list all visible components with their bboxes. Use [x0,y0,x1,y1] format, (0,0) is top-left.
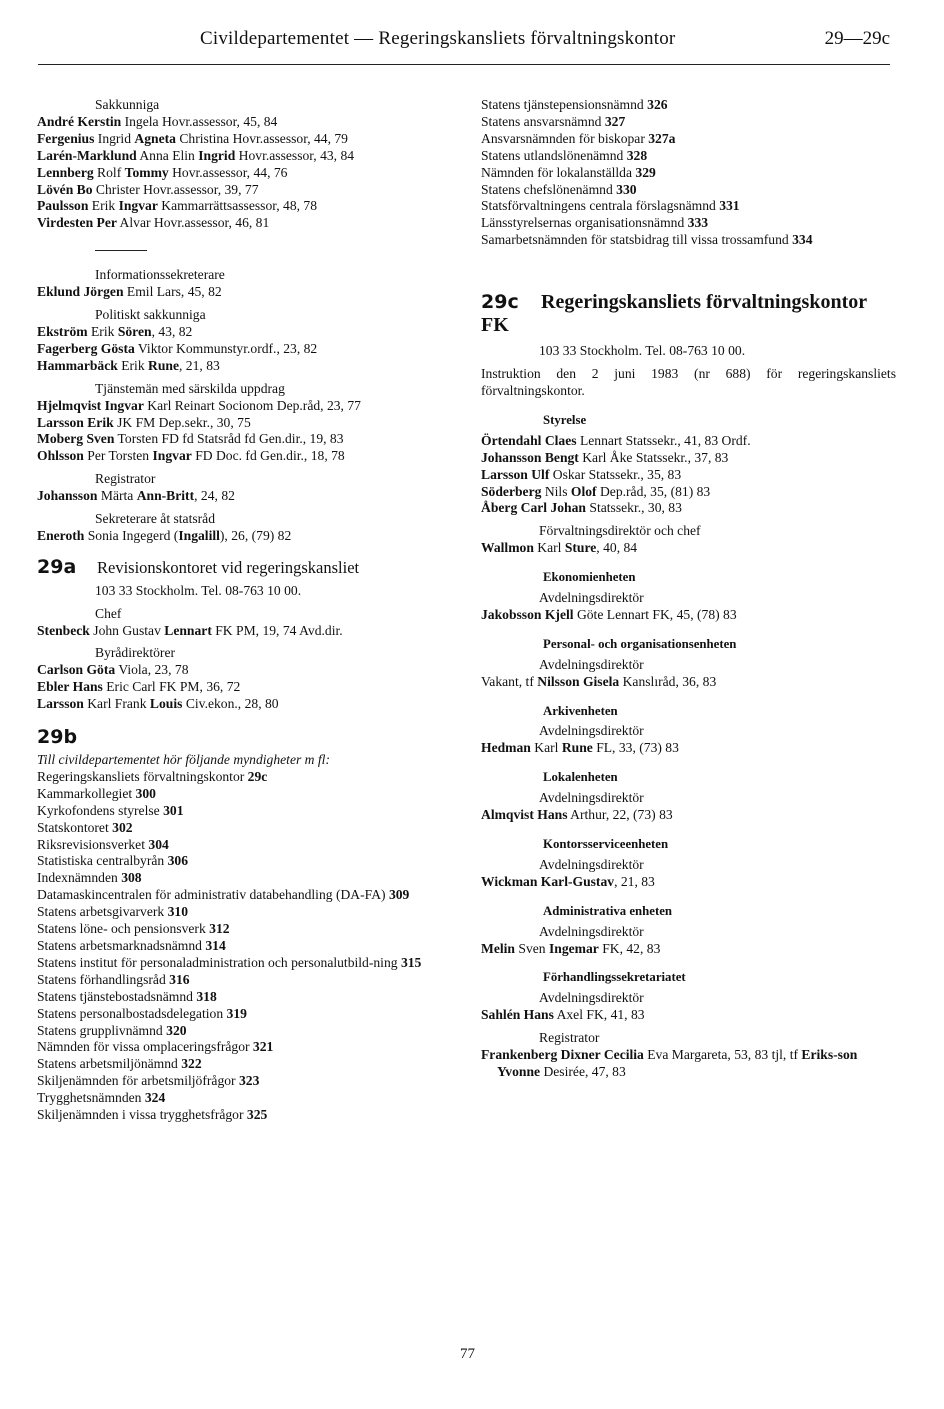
role-heading: Avdelningsdirektör [539,790,644,806]
person-entry [37,148,457,165]
section-heading: Registrator [539,1030,600,1046]
person-name: Louis [149,696,183,712]
agency-item [37,1023,457,1040]
person-name: Sören [117,323,152,339]
agency-name: Statens ansvarsnämnd [481,113,605,129]
section-number: 29c [481,291,519,314]
agency-item [37,1090,457,1107]
agency-list [481,97,896,249]
entry-text: Karl Åke Statssekr., 37, 83 [578,449,729,465]
agency-name: Nämnden för lokalanställda [481,164,636,180]
agency-name: Skiljenämnden för arbetsmiljöfrågor [37,1073,239,1089]
entry-text: Kanslıråd, 36, 83 [619,673,717,689]
person-entry [37,284,457,301]
person-name: Ebler Hans [37,679,103,695]
agency-name: Statens löne- och pensionsverk [37,921,210,937]
unit-heading: Administrativa enheten [543,903,673,918]
person-name: Moberg Sven [37,431,115,447]
person-name: Lennberg [37,164,94,180]
entry-text: Eva Margareta, 53, 83 tjl, tf [643,1047,802,1063]
agency-item [481,131,896,148]
agency-item [481,114,896,131]
unit-heading: Ekonomienheten [543,570,636,585]
address: 103 33 Stockholm. Tel. 08-763 10 00. [95,582,302,598]
agency-item [37,803,457,820]
person-name: Virdesten Per [37,215,117,231]
entry-text: Desirée, 47, 83 [540,1063,626,1079]
person-name: Rune [561,740,593,756]
entry-text: Karl [533,540,565,556]
agency-number: 315 [400,954,422,970]
agency-name: Skiljenämnden i vissa trygghetsfrågor [37,1107,247,1123]
person-name: Lennart [164,622,212,638]
agency-number: 29c [247,768,268,784]
unit-heading: Lokalenheten [543,770,618,785]
agency-number: 314 [205,937,226,953]
role-heading: Avdelningsdirektör [539,990,644,1006]
person-name: Larsson Erik [37,414,114,430]
agency-number: 321 [252,1039,274,1055]
person-entry [481,1047,896,1081]
person-entry [37,415,457,432]
person-entry [37,431,457,448]
role-heading: Avdelningsdirektör [539,723,644,739]
person-name: Åberg Carl Johan [481,500,586,516]
entry-text: Märta [97,488,137,504]
person-list [37,398,457,466]
entry-text: Viktor Kommunstyr.ordf., 23, 82 [134,340,318,356]
agency-item [37,1006,457,1023]
entry-text: John Gustav [89,622,165,638]
entry-text: FK PM, 19, 74 Avd.dir. [211,622,343,638]
unit-heading: Kontorsserviceenheten [543,837,669,851]
person-list [481,433,896,518]
person-name: Fergenius [37,130,95,146]
agency-number: 304 [148,836,169,852]
agency-item [37,955,457,972]
entry-text: Kammarrättsassessor, 48, 78 [157,198,318,214]
entry-text: ), 26, (79) 82 [219,527,292,543]
agency-item [37,786,457,803]
agency-item [481,215,896,232]
person-list [37,114,457,232]
agency-item [37,887,457,904]
agency-item [37,820,457,837]
agency-number: 308 [121,870,142,886]
person-name: Agneta [134,130,176,146]
entry-text: Hovr.assessor, 44, 76 [168,164,288,180]
agency-item [37,853,457,870]
person-name: Eklund Jörgen [37,284,124,300]
section-number: 29b [37,726,78,749]
person-entry [37,182,457,199]
section-29a [37,555,457,578]
agency-name: Kammarkollegiet [37,785,136,801]
person-name: Hammarbäck [37,357,118,373]
entry-text: Karl [530,740,562,756]
agency-item [37,1056,457,1073]
person-name: Ohlsson [37,448,84,464]
person-name: Melin [481,940,515,956]
entry-text: Erik [117,357,149,373]
person-entry [481,484,896,501]
person-entry [481,500,896,517]
person-name: André Kerstin [37,113,122,129]
unit-list [481,569,896,1024]
person-name: Hedman [481,740,531,756]
person-name: Jakobsson Kjell [481,606,574,622]
agency-name: Statens chefslönenämnd [481,181,617,197]
agency-item [37,904,457,921]
agency-number: 329 [635,164,656,180]
agency-name: Statens utlandslönenämnd [481,147,627,163]
agency-name: Samarbetsnämnden för statsbidrag till vissa trossamfund [481,232,793,248]
entry-text: Emil Lars, 45, 82 [123,284,222,300]
agency-name: Statens tjänstepensionsnämnd [481,97,648,112]
agency-number: 306 [167,853,189,869]
person-name: Olof [570,483,597,499]
person-list [37,623,457,640]
person-entry [481,874,896,891]
section-title-line2: FK [481,314,509,337]
agency-item [37,989,457,1006]
page-number: 77 [460,1346,475,1362]
person-entry [37,662,457,679]
unit-heading: Personal- och organisationsenheten [543,636,737,651]
person-name: Paulsson [37,198,89,214]
person-name: Hjelmqvist Ingvar [37,397,144,413]
person-entry [481,433,896,450]
instruction-text: Instruktion den 2 juni 1983 (nr 688) för regeringskansliets förvaltningskontor. [481,366,896,398]
entry-text: Rolf [93,164,125,180]
person-list [37,284,457,301]
agency-number: 325 [246,1107,268,1123]
section-29b [37,726,457,749]
section-heading: Förvaltningsdirektör och chef [539,523,701,539]
entry-text: Sven [514,940,549,956]
entry-text: Axel FK, 41, 83 [553,1007,645,1023]
agency-number: 326 [647,97,668,112]
person-entry [37,198,457,215]
entry-text: Anna Elin [136,147,199,163]
entry-text: , 21, 83 [179,357,220,373]
person-name: Ekström [37,323,88,339]
person-name: Larén-Marklund [37,147,137,163]
person-name: Wallmon [481,540,534,556]
agency-name: Statens förhandlingsråd [37,971,170,987]
section-heading: Sakkunniga [95,97,160,112]
person-name: Johansson Bengt [481,449,579,465]
agency-item [37,769,457,786]
agency-name: Länsstyrelsernas organisationsnämnd [481,215,688,231]
entry-text: Oskar Statssekr., 35, 83 [549,466,682,482]
agency-number: 327 [604,113,626,129]
agency-name: Nämnden för vissa omplaceringsfrågor [37,1039,253,1055]
agency-item [481,198,896,215]
entry-text: , 24, 82 [194,488,235,504]
person-name: Wickman Karl-Gustav [481,873,615,889]
entry-text: Göte Lennart FK, 45, (78) 83 [573,606,737,622]
entry-text: Arthur, 22, (73) 83 [567,807,673,823]
section-heading: Politiskt sakkunniga [95,307,206,323]
agency-item [37,972,457,989]
person-name: Ingrid [198,147,236,163]
entry-text: Ingela Hovr.assessor, 45, 84 [121,113,278,129]
separator-rule [95,250,147,251]
person-entry [37,398,457,415]
person-entry [481,807,896,824]
agency-number: 323 [238,1073,260,1089]
entry-text: Hovr.assessor, 43, 84 [235,147,355,163]
role-heading: Avdelningsdirektör [539,856,644,872]
person-list [481,540,896,557]
entry-text: Erik [87,323,118,339]
entry-text: , 40, 84 [596,540,638,556]
person-name: Ingalill [178,527,220,543]
person-name: Ingvar [118,198,158,214]
section-heading: Chef [95,605,122,621]
entry-text: FL, 33, (73) 83 [592,740,679,756]
person-name: Johansson [37,488,98,504]
agency-number: 327a [648,130,676,146]
agency-name: Statens tjänstebostadsnämnd [37,988,197,1004]
agency-item [481,97,896,114]
entry-text: Lennart Statssekr., 41, 83 Ordf. [576,432,751,448]
agency-number: 331 [719,198,740,214]
section-heading: Registrator [95,471,156,487]
section-heading: Byrådirektörer [95,645,176,661]
section-29c [481,291,896,314]
person-entry [481,540,896,557]
entry-text: Dep.råd, 35, (81) 83 [596,483,711,499]
person-name: Ann-Britt [136,488,195,504]
agency-item [37,938,457,955]
right-column [481,97,896,1081]
section-title: Revisionskontoret vid regeringskansliet [97,557,360,577]
entry-text: Erik [88,198,119,214]
section-heading: Informationssekreterare [95,267,225,283]
person-entry [37,679,457,696]
entry-text: Nils [541,483,571,499]
person-name: Örtendahl Claes [481,432,577,448]
agency-item [37,921,457,938]
person-name: Larsson [37,696,84,712]
person-entry [37,114,457,131]
person-entry [481,1007,896,1024]
person-list [37,488,457,505]
person-list [37,528,457,545]
person-name: Nilsson Gisela [537,673,620,689]
person-list [481,1047,896,1081]
person-list [37,324,457,375]
agency-name: Trygghetsnämnden [37,1090,145,1106]
person-name: Eriks-son Yvonne [497,1047,858,1079]
person-name: Eneroth [37,527,85,543]
agency-name: Statens arbetsmiljönämnd [37,1056,182,1072]
section-heading: Tjänstemän med särskilda uppdrag [95,380,285,396]
entry-text: Karl Reinart Socionom Dep.råd, 23, 77 [143,397,361,413]
agency-name: Datamaskincentralen för administrativ databehandling (DA-FA) [37,887,389,903]
person-name: Lövén Bo [37,181,93,197]
person-entry [481,740,896,757]
agency-item [37,1073,457,1090]
section-heading: Sekreterare åt statsråd [95,511,216,527]
agency-name: Regeringskansliets förvaltningskontor [37,768,248,784]
person-name: Söderberg [481,483,542,499]
person-name: Fagerberg Gösta [37,340,135,356]
agency-list [37,769,457,1124]
unit-heading: Förhandlingssekretariatet [543,970,686,985]
section-title [541,291,867,314]
person-name: Sahlén Hans [481,1007,554,1023]
agency-number: 310 [167,904,188,920]
person-entry [37,623,457,640]
agency-number: 316 [169,971,190,987]
agency-number: 302 [112,819,133,835]
agency-name: Statens grupplivnämnd [37,1022,167,1038]
agency-item [37,1039,457,1056]
entry-text: Vakant, tf [481,673,538,689]
entry-text: FK, 42, 83 [598,940,661,956]
person-entry [481,674,896,691]
agency-name: Statistiska centralbyrån [37,853,168,869]
header-page-range: 29—29c [824,28,890,49]
agency-name: Kyrkofondens styrelse [37,802,164,818]
agency-number: 301 [163,802,184,818]
person-entry [37,324,457,341]
running-header [38,28,890,65]
header-title: Civildepartementet — Regeringskansliets förvaltningskontor [200,28,676,49]
agency-number: 309 [388,887,410,903]
agency-name: Statsförvaltningens centrala förslagsnämnd [481,198,720,214]
agency-name: Statskontoret [37,819,113,835]
entry-text: Per Torsten [83,448,153,464]
person-entry [37,528,457,545]
person-entry [37,165,457,182]
person-entry [37,448,457,465]
entry-text: Eric Carl FK PM, 36, 72 [102,679,241,695]
person-entry [37,215,457,232]
person-list [37,662,457,713]
person-name: Tommy [124,164,169,180]
entry-text: FD Doc. fd Gen.dir., 18, 78 [191,448,345,464]
person-entry [37,131,457,148]
address: 103 33 Stockholm. Tel. 08-763 10 00. [539,343,746,359]
entry-text: Christina Hovr.assessor, 44, 79 [175,130,348,146]
person-entry [37,341,457,358]
agency-name: Statens institut för personaladministration och personalutbild-ning [37,954,401,970]
person-entry [37,358,457,375]
person-entry [481,467,896,484]
agency-name: Riksrevisionsverket [37,836,149,852]
unit-heading: Styrelse [543,412,587,427]
person-name: Sture [564,540,597,556]
agency-item [481,182,896,199]
person-name: Ingvar [152,448,192,464]
entry-text: , 21, 83 [614,873,655,889]
agency-item [37,1107,457,1124]
agency-item [481,148,896,165]
person-name: Carlson Göta [37,662,116,678]
role-heading: Avdelningsdirektör [539,656,644,672]
entry-text: Statssekr., 30, 83 [585,500,682,516]
agency-name: Statens arbetsgivarverk [37,904,168,920]
entry-text: , 43, 82 [151,323,193,339]
agency-item [481,165,896,182]
agency-number: 318 [196,988,217,1004]
entry-text: Christer Hovr.assessor, 39, 77 [92,181,259,197]
entry-text: Civ.ekon., 28, 80 [182,696,279,712]
agency-number: 324 [144,1090,166,1106]
entry-text: Sonia Ingegerd ( [84,527,179,543]
role-heading: Avdelningsdirektör [539,923,644,939]
entry-text: Torsten FD fd Statsråd fd Gen.dir., 19, 83 [114,431,344,447]
entry-text: JK FM Dep.sekr., 30, 75 [113,414,251,430]
person-entry [481,607,896,624]
role-heading: Avdelningsdirektör [539,590,644,606]
agency-number: 319 [226,1005,247,1021]
agency-name: Statens arbetsmarknadsnämnd [37,937,206,953]
agency-name: Statens personalbostadsdelegation [37,1005,227,1021]
person-entry [37,488,457,505]
agency-number: 333 [687,215,709,231]
agency-item [481,232,896,249]
entry-text: Viola, 23, 78 [115,662,189,678]
person-name: Rune [148,357,179,373]
entry-text: Ingrid [94,130,135,146]
agency-number: 334 [792,232,813,248]
person-entry [37,696,457,713]
agency-name: Ansvarsnämnden för biskopar [481,130,649,146]
entry-text: Karl Frank [83,696,150,712]
person-entry [481,450,896,467]
left-column [37,97,457,1124]
person-entry [481,941,896,958]
section-title-line1: Regeringskansliets förvaltningskontor [541,291,868,314]
person-name: Almqvist Hans [481,807,568,823]
agency-number: 330 [616,181,637,197]
agency-name: Indexnämnden [37,870,122,886]
person-name: Frankenberg Dixner Cecilia [481,1047,644,1063]
intro-text: Till civildepartementet hör följande myndigheter m fl: [37,752,330,767]
agency-number: 320 [166,1022,187,1038]
person-name: Ingemar [548,940,599,956]
unit-heading: Arkivenheten [543,703,618,718]
person-name: Stenbeck [37,622,90,638]
agency-number: 328 [626,147,648,163]
entry-text: Alvar Hovr.assessor, 46, 81 [116,215,270,231]
agency-number: 300 [135,785,156,801]
agency-item [37,870,457,887]
section-number: 29a [37,555,77,578]
agency-number: 312 [209,921,230,937]
person-name: Larsson Ulf [481,466,550,482]
agency-number: 322 [181,1056,202,1072]
agency-item [37,837,457,854]
